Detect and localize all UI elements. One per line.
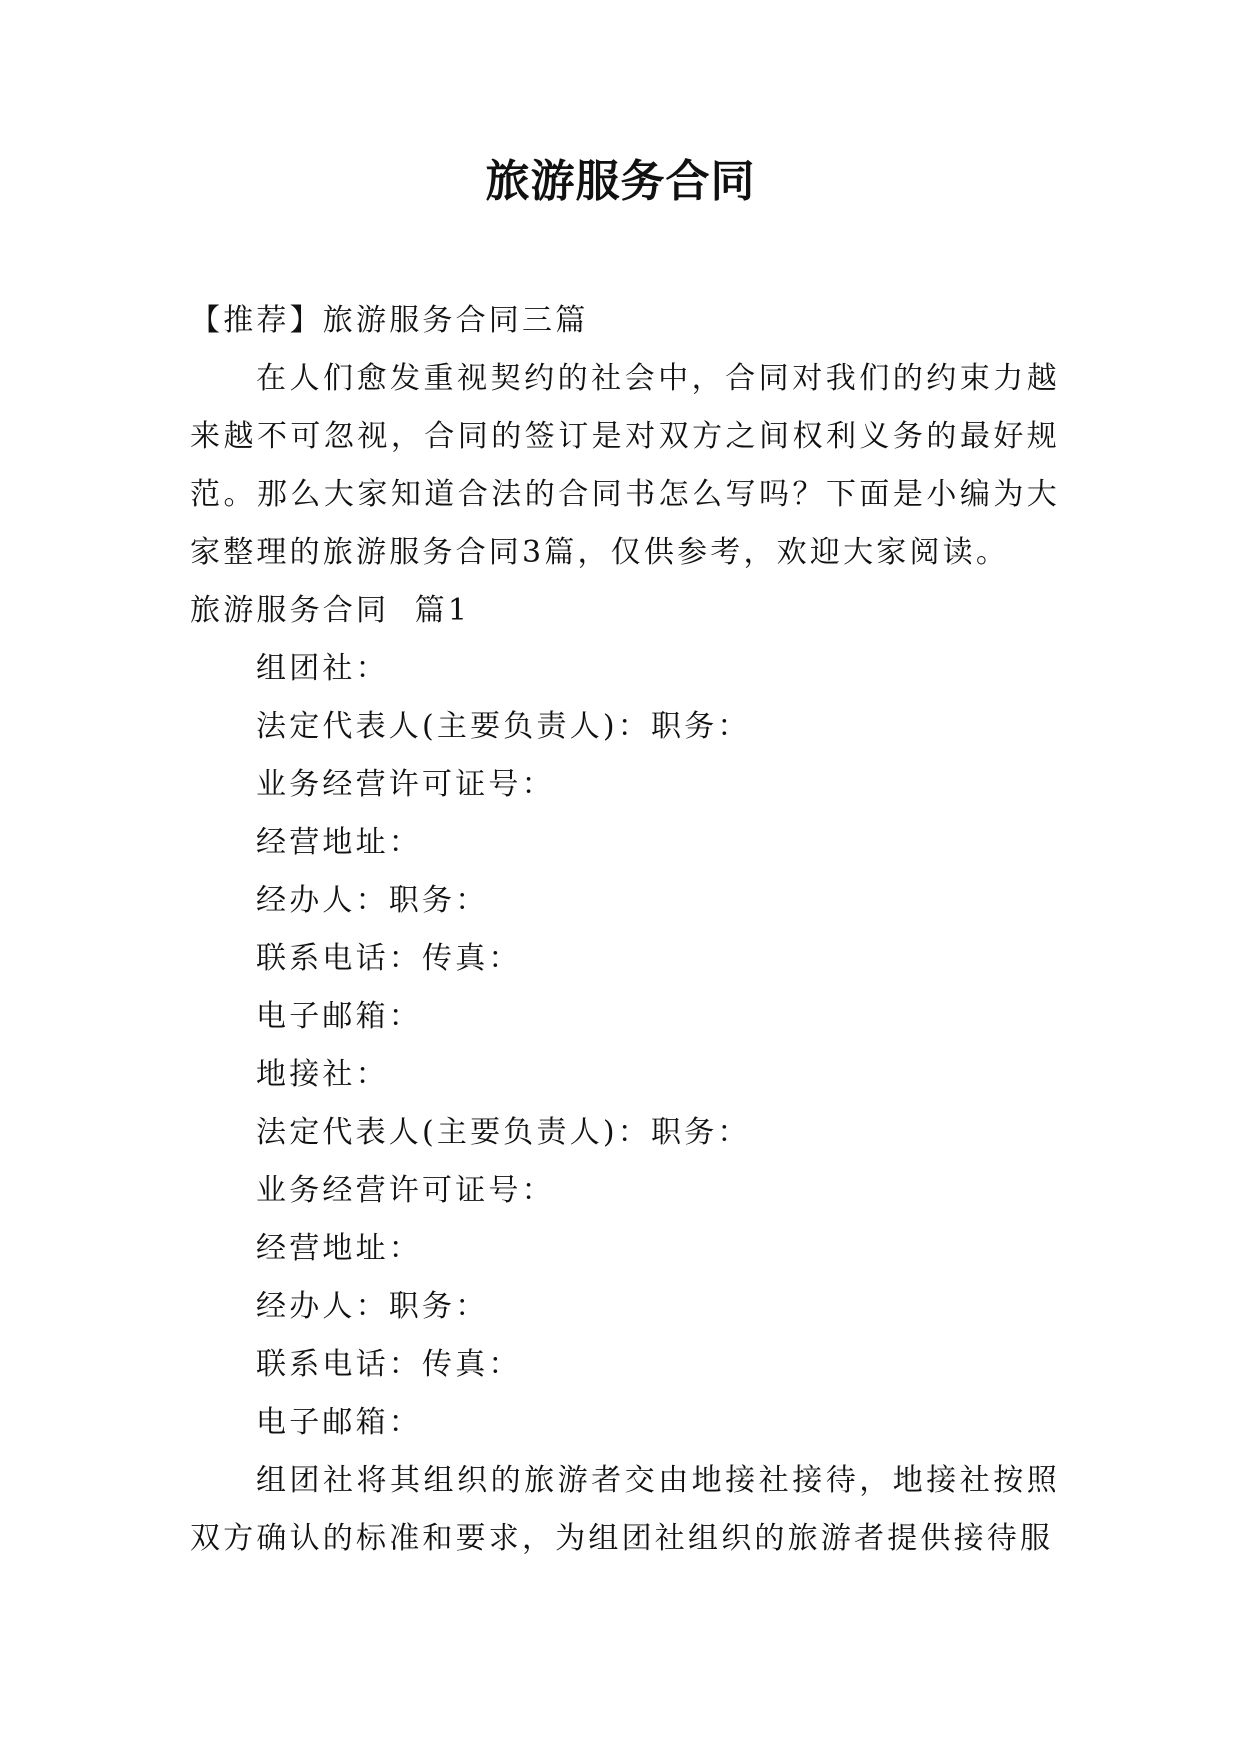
field-line: 法定代表人(主要负责人)：职务： xyxy=(256,709,751,744)
section-heading: 旅游服务合同 篇1 xyxy=(190,593,471,628)
field-line: 经办人：职务： xyxy=(256,883,489,918)
field-line: 经办人：职务： xyxy=(256,1289,489,1324)
document-title: 旅游服务合同 xyxy=(485,156,756,207)
closing-paragraph: 组团社将其组织的旅游者交由地接社接待，地接社按照双方确认的标准和要求，为组团社组织的旅游者提供接待服 xyxy=(190,1463,1060,1556)
intro-paragraph: 在人们愈发重视契约的社会中，合同对我们的约束力越来越不可忽视，合同的签订是对双方之间权利义务的最好规范。那么大家知道合法的合同书怎么写吗？下面是小编为大家整理的旅游服务合同3篇，仅供参考，欢迎大家阅读。 xyxy=(190,361,1060,570)
field-line: 组团社： xyxy=(256,651,389,686)
field-line: 电子邮箱： xyxy=(256,999,422,1034)
field-line: 地接社： xyxy=(256,1057,389,1092)
field-line: 经营地址： xyxy=(256,825,422,860)
field-line: 联系电话：传真： xyxy=(256,941,522,976)
document-subtitle: 【推荐】旅游服务合同三篇 xyxy=(190,303,589,338)
field-line: 业务经营许可证号： xyxy=(256,1173,555,1208)
document-body xyxy=(190,292,1060,1568)
field-line: 业务经营许可证号： xyxy=(256,767,555,802)
field-line: 电子邮箱： xyxy=(256,1405,422,1440)
field-line: 经营地址： xyxy=(256,1231,422,1266)
field-line: 法定代表人(主要负责人)：职务： xyxy=(256,1115,751,1150)
field-line: 联系电话：传真： xyxy=(256,1347,522,1382)
